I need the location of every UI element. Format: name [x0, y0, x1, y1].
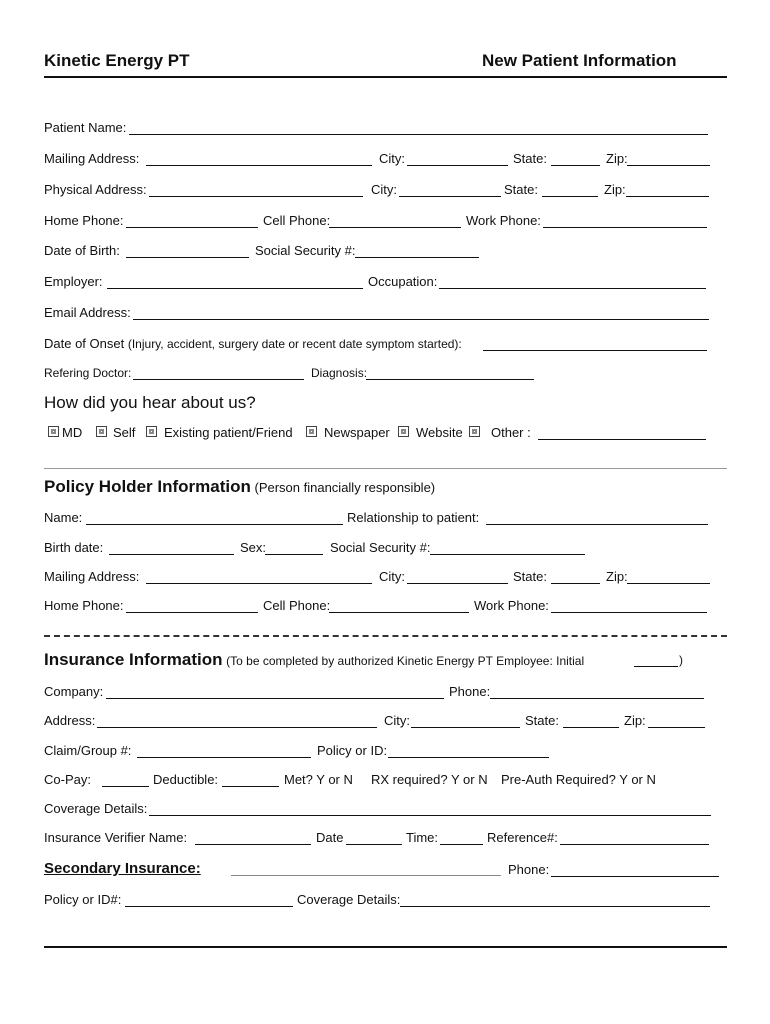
copay-label: Co-Pay: — [44, 772, 91, 787]
zip-label: Zip: — [606, 151, 628, 166]
time-field[interactable] — [440, 844, 483, 845]
email-label: Email Address: — [44, 305, 131, 320]
work-phone-field[interactable] — [543, 227, 707, 228]
policy-name-field[interactable] — [86, 524, 343, 525]
policy-ssn-label: Social Security #: — [330, 540, 431, 555]
policy-cell-phone-field[interactable] — [329, 612, 469, 613]
ref-doctor-field[interactable] — [133, 379, 304, 380]
state-field[interactable] — [551, 165, 600, 166]
copay-field[interactable] — [102, 786, 149, 787]
other-checkbox[interactable] — [469, 426, 480, 437]
diagnosis-label: Diagnosis: — [311, 366, 368, 380]
email-field[interactable] — [133, 319, 709, 320]
form-title: New Patient Information — [482, 51, 677, 70]
physical-address-label: Physical Address: — [44, 182, 147, 197]
occupation-field[interactable] — [439, 288, 706, 289]
policy-work-phone-field[interactable] — [551, 612, 707, 613]
insurance-address-field[interactable] — [97, 727, 377, 728]
diagnosis-field[interactable] — [366, 379, 534, 380]
relationship-field[interactable] — [486, 524, 708, 525]
referral-question: How did you hear about us? — [44, 393, 256, 412]
coverage-label: Coverage Details: — [44, 801, 148, 816]
md-checkbox[interactable] — [48, 426, 59, 437]
claim-group-label: Claim/Group #: — [44, 743, 132, 758]
md-option-label: MD — [62, 425, 83, 440]
insurance-note-end: ) — [679, 653, 683, 667]
insurance-city-field[interactable] — [411, 727, 520, 728]
secondary-insurance-label: Secondary Insurance: — [44, 860, 201, 877]
secondary-insurance-field[interactable] — [231, 875, 501, 876]
footer-rule — [44, 946, 727, 948]
existing-patient-option-label: Existing patient/Friend — [164, 425, 293, 440]
insurance-state-label: State: — [525, 713, 559, 728]
physical-city-label: City: — [371, 182, 397, 197]
header-rule — [44, 76, 727, 78]
secondary-coverage-field[interactable] — [400, 906, 710, 907]
physical-state-label: State: — [504, 182, 538, 197]
secondary-policy-field[interactable] — [125, 906, 293, 907]
policy-work-phone-label: Work Phone: — [474, 598, 549, 613]
relationship-label: Relationship to patient: — [347, 510, 480, 525]
met-label: Met? Y or N — [284, 772, 353, 787]
patient-name-label: Patient Name: — [44, 120, 127, 135]
sex-label: Sex: — [240, 540, 267, 555]
sex-field[interactable] — [265, 554, 323, 555]
date-label: Date — [316, 830, 344, 845]
other-option-label: Other : — [491, 425, 531, 440]
insurance-city-label: City: — [384, 713, 410, 728]
policy-id-field[interactable] — [388, 757, 549, 758]
dashed-divider — [44, 635, 727, 637]
zip-field[interactable] — [627, 165, 710, 166]
cell-phone-label: Cell Phone: — [263, 213, 331, 228]
initial-field[interactable] — [634, 666, 678, 667]
insurance-title: Insurance Information — [44, 650, 223, 669]
policy-name-label: Name: — [44, 510, 83, 525]
mailing-address-field[interactable] — [146, 165, 372, 166]
coverage-field[interactable] — [149, 815, 711, 816]
onset-label-text: Date of Onset — [44, 336, 125, 351]
policy-state-field[interactable] — [551, 583, 600, 584]
website-option-label: Website — [416, 425, 463, 440]
policy-mailing-label: Mailing Address: — [44, 569, 140, 584]
existing-patient-checkbox[interactable] — [146, 426, 157, 437]
newspaper-checkbox[interactable] — [306, 426, 317, 437]
insurance-phone-field[interactable] — [490, 698, 704, 699]
rx-required-label: RX required? Y or N — [371, 772, 488, 787]
ssn-field[interactable] — [355, 257, 479, 258]
secondary-phone-label: Phone: — [508, 862, 550, 877]
cell-phone-field[interactable] — [329, 227, 461, 228]
policy-title: Policy Holder Information — [44, 477, 251, 496]
policy-state-label: State: — [513, 569, 547, 584]
policy-mailing-field[interactable] — [146, 583, 372, 584]
mailing-address-label: Mailing Address: — [44, 151, 140, 166]
other-field[interactable] — [538, 439, 706, 440]
occupation-label: Occupation: — [368, 274, 438, 289]
policy-cell-phone-label: Cell Phone: — [263, 598, 331, 613]
patient-name-field[interactable] — [129, 134, 708, 135]
policy-home-phone-label: Home Phone: — [44, 598, 124, 613]
self-option-label: Self — [113, 425, 136, 440]
insurance-address-label: Address: — [44, 713, 96, 728]
secondary-phone-field[interactable] — [551, 876, 719, 877]
claim-group-field[interactable] — [137, 757, 311, 758]
employer-field[interactable] — [107, 288, 363, 289]
deductible-label: Deductible: — [153, 772, 219, 787]
clinic-name: Kinetic Energy PT — [44, 51, 190, 70]
reference-label: Reference#: — [487, 830, 558, 845]
state-label: State: — [513, 151, 547, 166]
dob-label: Date of Birth: — [44, 243, 120, 258]
secondary-coverage-label: Coverage Details: — [297, 892, 401, 907]
company-label: Company: — [44, 684, 104, 699]
policy-home-phone-field[interactable] — [126, 612, 258, 613]
insurance-note: (To be completed by authorized Kinetic Energy PT Employee: Initial — [226, 654, 585, 668]
newspaper-option-label: Newspaper — [324, 425, 390, 440]
policy-ssn-field[interactable] — [430, 554, 585, 555]
physical-zip-field[interactable] — [626, 196, 709, 197]
physical-state-field[interactable] — [542, 196, 598, 197]
physical-city-field[interactable] — [399, 196, 501, 197]
deductible-field[interactable] — [222, 786, 279, 787]
insurance-state-field[interactable] — [563, 727, 619, 728]
policy-zip-field[interactable] — [627, 583, 710, 584]
policy-city-field[interactable] — [407, 583, 508, 584]
city-label: City: — [379, 151, 405, 166]
birth-date-label: Birth date: — [44, 540, 104, 555]
insurance-zip-field[interactable] — [648, 727, 705, 728]
section-divider — [44, 468, 727, 469]
employer-label: Employer: — [44, 274, 103, 289]
work-phone-label: Work Phone: — [466, 213, 541, 228]
policy-zip-label: Zip: — [606, 569, 628, 584]
city-field[interactable] — [407, 165, 508, 166]
policy-id-label: Policy or ID: — [317, 743, 388, 758]
policy-city-label: City: — [379, 569, 405, 584]
insurance-heading — [44, 650, 584, 670]
onset-note: (Injury, accident, surgery date or recent date symptom started): — [127, 337, 462, 351]
ssn-label: Social Security #: — [255, 243, 356, 258]
preauth-label: Pre-Auth Required? Y or N — [501, 772, 656, 787]
date-field[interactable] — [346, 844, 402, 845]
physical-address-field[interactable] — [149, 196, 363, 197]
website-checkbox[interactable] — [398, 426, 409, 437]
reference-field[interactable] — [560, 844, 709, 845]
self-checkbox[interactable] — [96, 426, 107, 437]
ref-doctor-label: Refering Doctor: — [44, 366, 132, 380]
physical-zip-label: Zip: — [604, 182, 626, 197]
time-label: Time: — [406, 830, 439, 845]
company-field[interactable] — [106, 698, 444, 699]
insurance-phone-label: Phone: — [449, 684, 491, 699]
policy-heading — [44, 477, 435, 497]
home-phone-label: Home Phone: — [44, 213, 124, 228]
insurance-zip-label: Zip: — [624, 713, 646, 728]
policy-note: (Person financially responsible) — [254, 480, 436, 495]
onset-label — [44, 336, 462, 351]
verifier-label: Insurance Verifier Name: — [44, 830, 188, 845]
onset-field[interactable] — [483, 350, 707, 351]
dob-field[interactable] — [126, 257, 249, 258]
secondary-policy-label: Policy or ID#: — [44, 892, 122, 907]
home-phone-field[interactable] — [126, 227, 258, 228]
birth-date-field[interactable] — [109, 554, 234, 555]
verifier-field[interactable] — [195, 844, 311, 845]
